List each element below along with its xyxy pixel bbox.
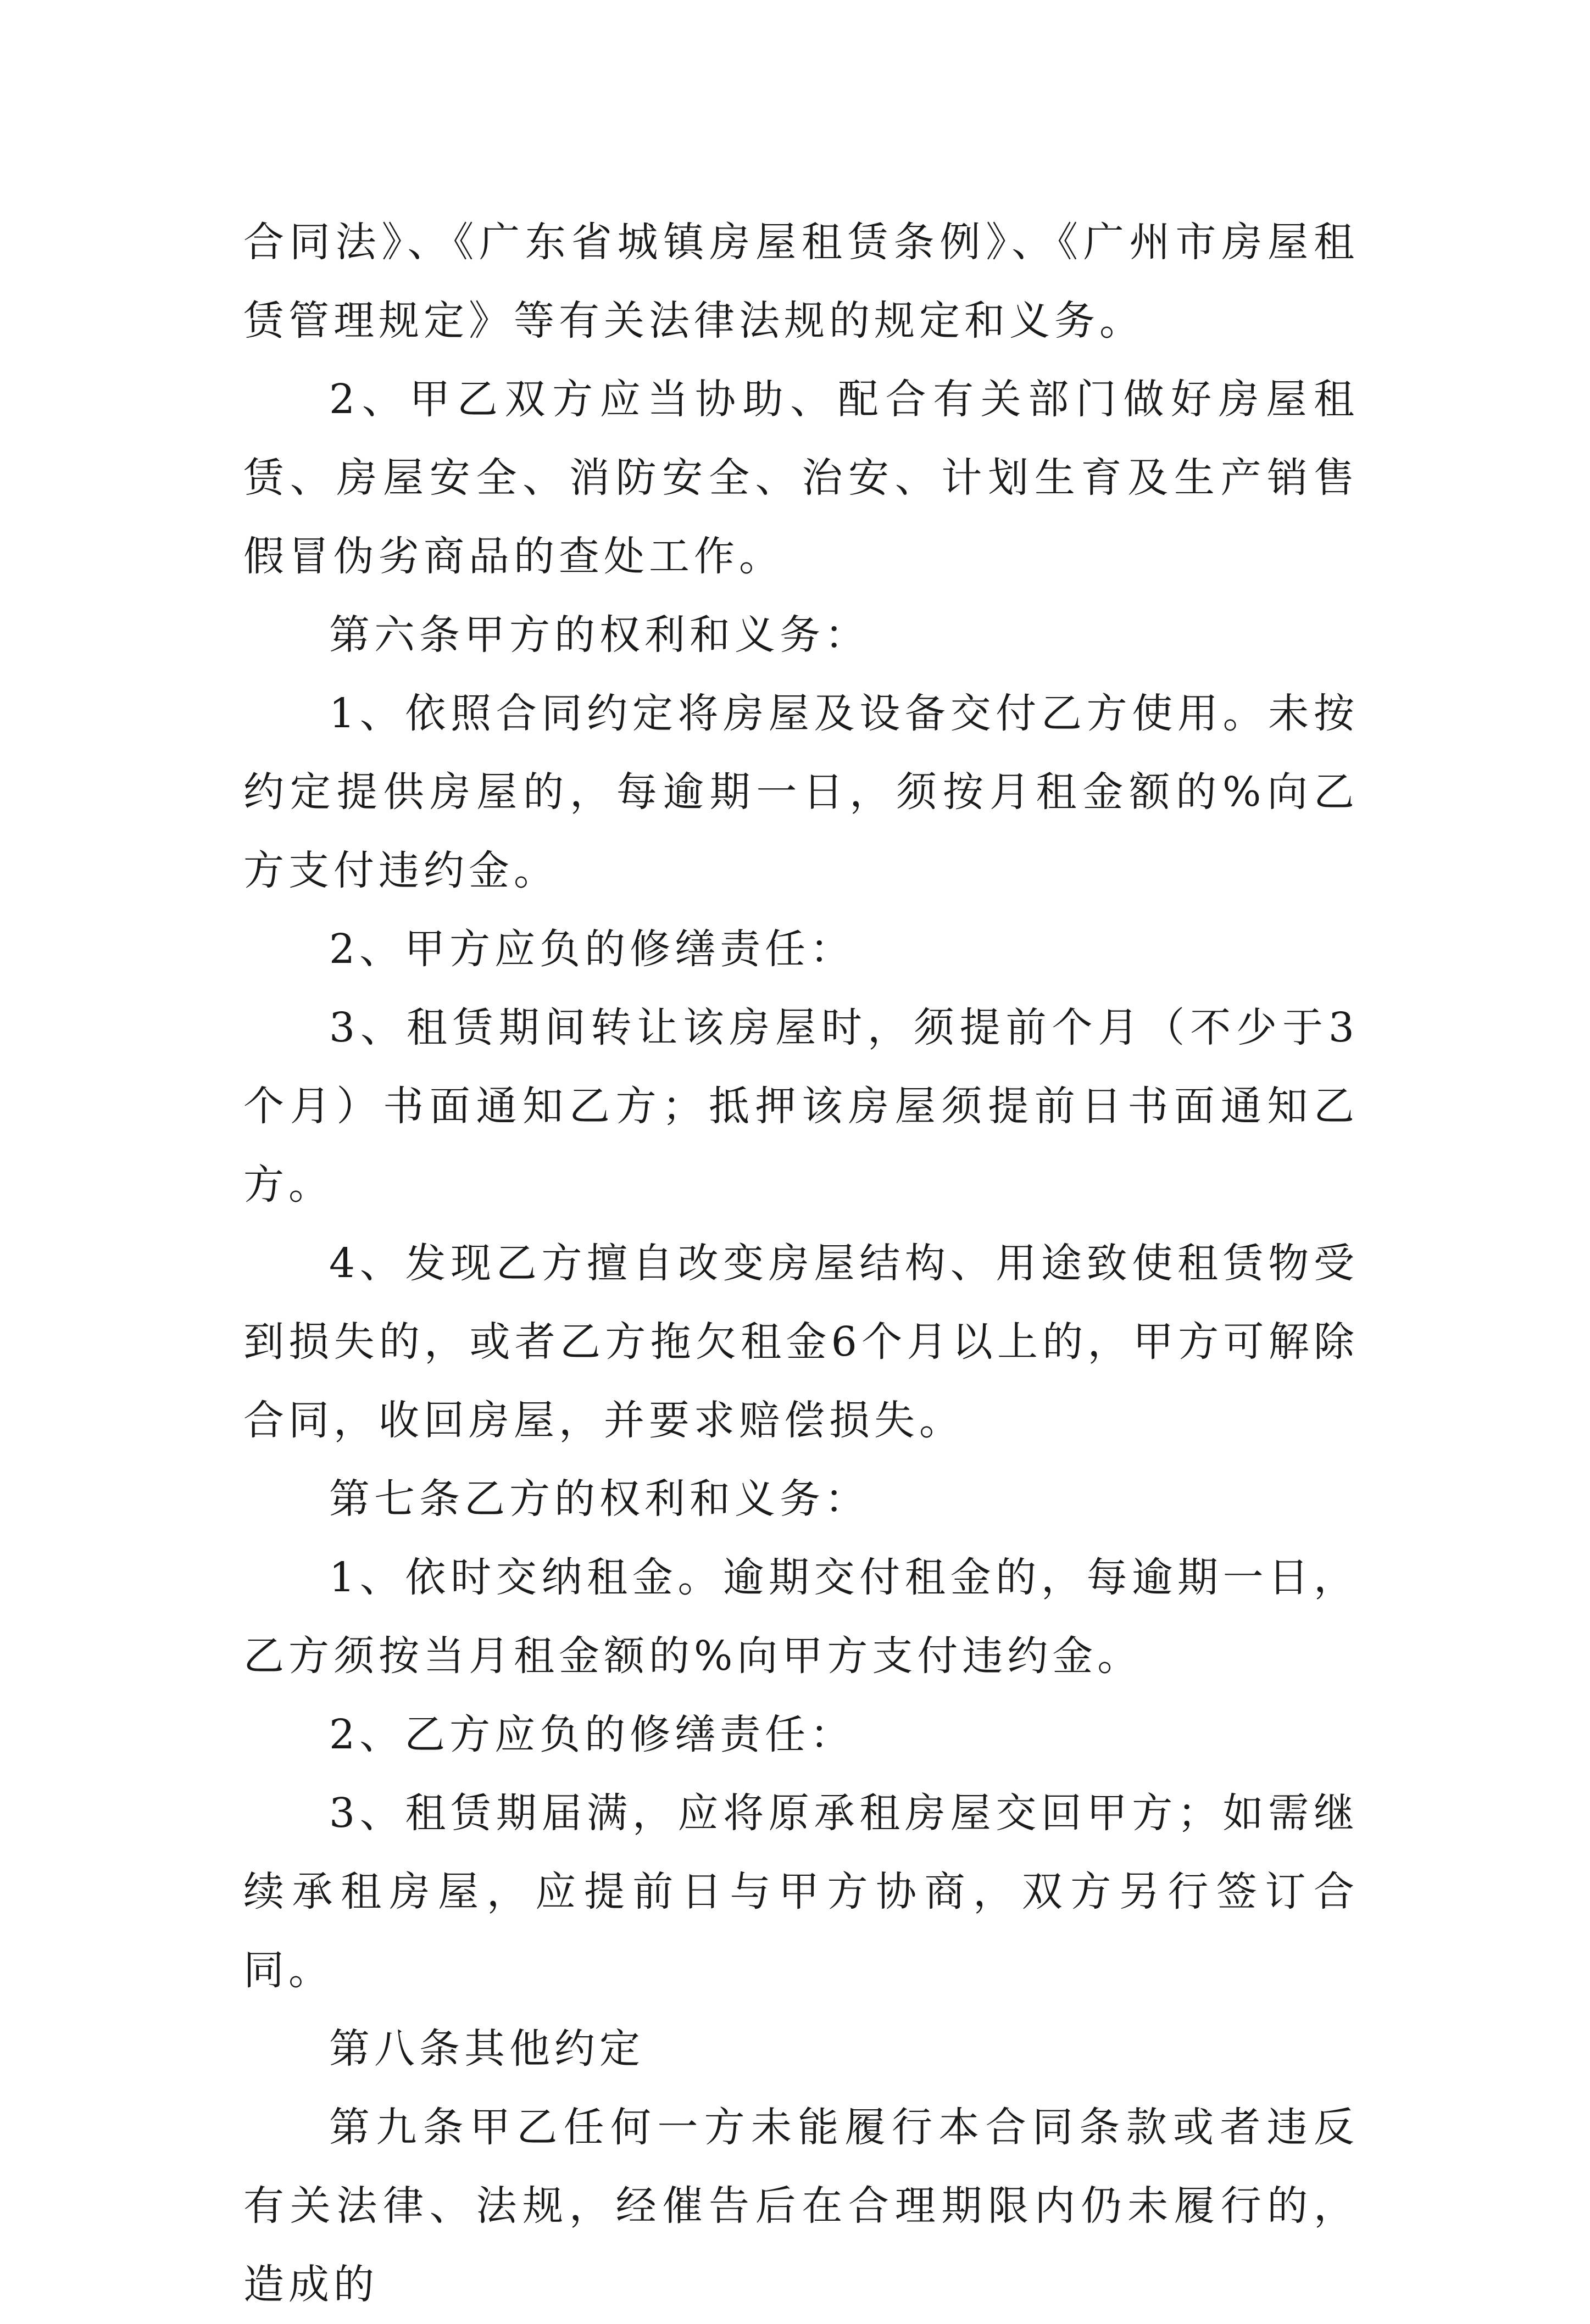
- paragraph-party-a-termination: 4、发现乙方擅自改变房屋结构、用途致使租赁物受到损失的，或者乙方拖欠租金6个月以上的，甲方可解除合同，收回房屋，并要求赔偿损失。: [243, 1240, 1359, 1444]
- heading-article-8: 第八条其他约定: [329, 2025, 644, 2072]
- paragraph-party-a-repair: 2、甲方应负的修缮责任：: [329, 926, 855, 973]
- paragraph-party-b-lease-end: 3、租赁期届满，应将原承租房屋交回甲方；如需继续承租房屋，应提前日与甲方协商，双方另行签订合同。: [243, 1790, 1359, 1994]
- paragraph-legal-basis: 合同法》、《广东省城镇房屋租赁条例》、《广州市房屋租赁管理规定》等有关法律法规的规定和义务。: [243, 219, 1359, 344]
- paragraph-party-a-delivery: 1、依照合同约定将房屋及设备交付乙方使用。未按约定提供房屋的，每逾期一日，须按月租金额的%向乙方支付违约金。: [243, 690, 1359, 894]
- paragraph-party-b-rent: 1、依时交纳租金。逾期交付租金的，每逾期一日，乙方须按当月租金额的%向甲方支付违约金。: [243, 1554, 1359, 1680]
- heading-article-7: 第七条乙方的权利和义务：: [329, 1475, 870, 1523]
- heading-article-6: 第六条甲方的权利和义务：: [329, 611, 870, 659]
- document-body: [243, 203, 1359, 2324]
- paragraph-article-9: 第九条甲乙任何一方未能履行本合同条款或者违反有关法律、法规，经催告后在合理期限内仍未履行的，造成的: [243, 2104, 1359, 2308]
- paragraph-party-a-transfer-notice: 3、租赁期间转让该房屋时，须提前个月（不少于3个月）书面通知乙方；抵押该房屋须提前日书面通知乙方。: [243, 1004, 1359, 1208]
- paragraph-cooperation: 2、甲乙双方应当协助、配合有关部门做好房屋租赁、房屋安全、消防安全、治安、计划生育及生产销售假冒伪劣商品的查处工作。: [243, 376, 1359, 580]
- paragraph-party-b-repair: 2、乙方应负的修缮责任：: [329, 1711, 855, 1758]
